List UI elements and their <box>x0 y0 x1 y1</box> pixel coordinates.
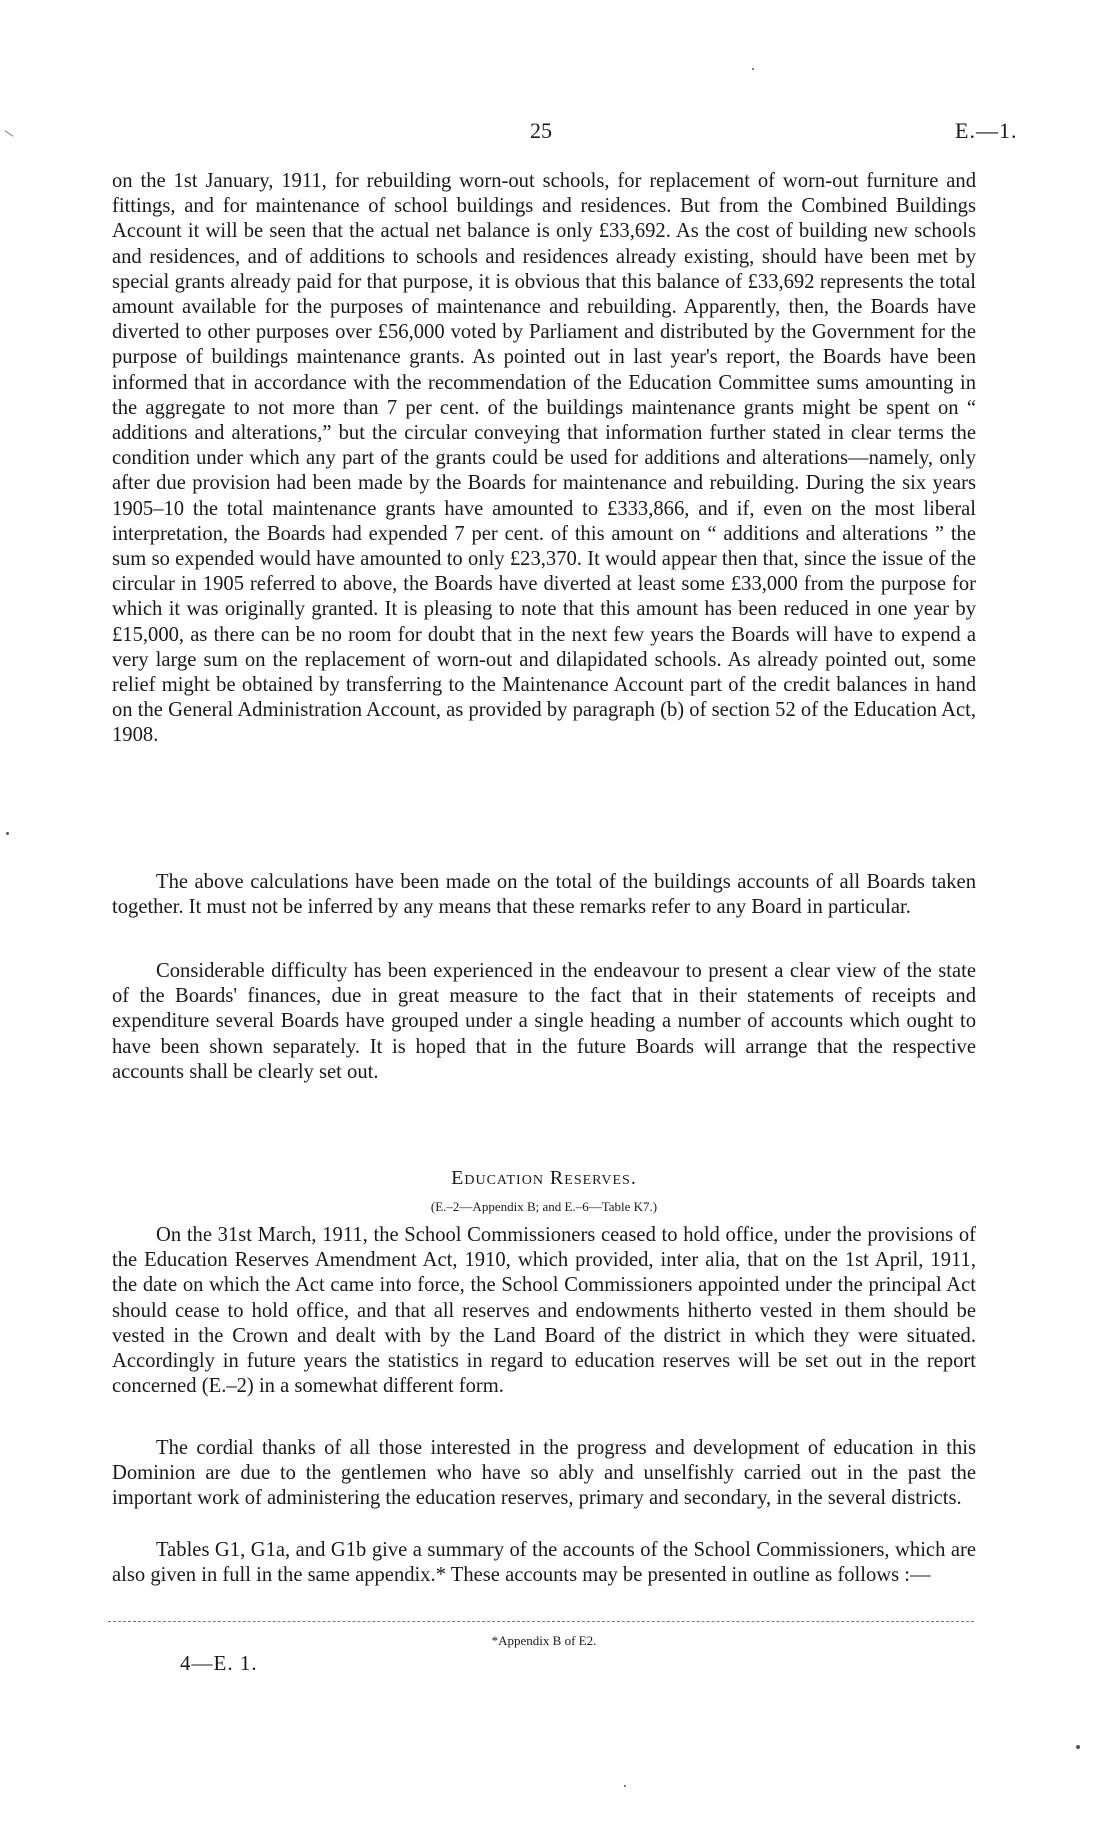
footnote: *Appendix B of E2. <box>491 1633 597 1648</box>
paragraph-cordial-thanks: The cordial thanks of all those interested in the progress and development of education in this Dominion are due to the gentlemen who have so ably and unselfishly carried out in the past the important work of administering the education reserves, primary and secondary, in the several districts. <box>112 1437 976 1510</box>
signature-mark: 4—E. 1. <box>180 1651 258 1675</box>
paragraph-tables-summary: Tables G1, G1a, and G1b give a summary of the accounts of the School Commissioners, which are also given in full in the same appendix.* These accounts may be presented in outline as follows :— <box>112 1539 976 1587</box>
paragraph-calculations-note: The above calculations have been made on the total of the buildings accounts of all Boards taken together. It must not be inferred by any means that these remarks refer to any Board in particular. <box>112 871 976 919</box>
scan-speck <box>1076 1745 1080 1749</box>
page-number: 25 <box>530 118 552 143</box>
paragraph-school-commissioners: On the 31st March, 1911, the School Commissioners ceased to hold office, under the provisions of the Education Reserves Amendment Act, 1910, which provided, inter alia, that on the 1st April, 1911, the date on which the Act came into force, the School Commissioners appointed under the principal Act should cease to hold office, and that all reserves and endowments hitherto vested in them should be vested in the Crown and dealt with by the Land Board of the district in which they were situated. Accordingly in future years the statistics in regard to education reserves will be set out in the report concerned (E.–2) in a somewhat different form. <box>112 1224 976 1398</box>
footnote-rule <box>108 1621 974 1622</box>
scan-speck <box>624 1785 626 1787</box>
paragraph-buildings-balance: on the 1st January, 1911, for rebuilding worn-out schools, for replacement of worn-out furniture and fittings, and for maintenance of school buildings and residences. But from the Combined Buildings Account it will be seen that the actual net balance is only £33,692. As the cost of building new schools and residences, and of additions to schools and residences already existing, should have been met by special grants already paid for that purpose, it is obvious that this balance of £33,692 represents the total amount available for the purposes of maintenance and rebuilding. Apparently, then, the Boards have diverted to other purposes over £56,000 voted by Parliament and distributed by the Government for the purpose of buildings maintenance grants. As pointed out in last year's report, the Boards have been informed that in accordance with the recommendation of the Education Committee sums amounting in the aggregate to not more than 7 per cent. of the buildings maintenance grants might be spent on “ additions and alterations,” but the circular conveying that information further stated in clear terms the condition under which any part of the grants could be used for additions and alterations—namely, only after due provision had been made by the Boards for maintenance and rebuilding. During the six years 1905–10 the total maintenance grants have amounted to £333,866, and if, even on the most liberal interpretation, the Boards had expended 7 per cent. of this amount on “ additions and alterations ” the sum so expended would have amounted to only £23,370. It would appear then that, since the issue of the circular in 1905 referred to above, the Boards have diverted at least some £33,000 from the purpose for which it was originally granted. It is pleasing to note that this amount has been reduced in one year by £15,000, as there can be no room for doubt that in the next few years the Boards will have to expend a very large sum on the replacement of worn-out and dilapidated schools. As already pointed out, some relief might be obtained by transferring to the Maintenance Account part of the credit balances in hand on the General Administration Account, as provided by paragraph (b) of section 52 of the Education Act, 1908. <box>112 170 976 747</box>
paragraph-finances-difficulty: Considerable difficulty has been experienced in the endeavour to present a clear view of the state of the Boards' finances, due in great measure to the fact that in their statements of receipts and expenditure several Boards have grouped under a single heading a number of accounts which ought to have been shown separately. It is hoped that in the future Boards will arrange that the respective accounts shall be clearly set out. <box>112 960 976 1083</box>
section-heading: Education Reserves. <box>451 1167 637 1189</box>
scan-mark <box>5 130 14 137</box>
scan-speck <box>752 68 754 70</box>
section-reference: (E.–2—Appendix B; and E.–6—Table K7.) <box>430 1199 658 1214</box>
document-reference: E.—1. <box>955 118 1018 143</box>
scan-speck <box>6 832 9 835</box>
